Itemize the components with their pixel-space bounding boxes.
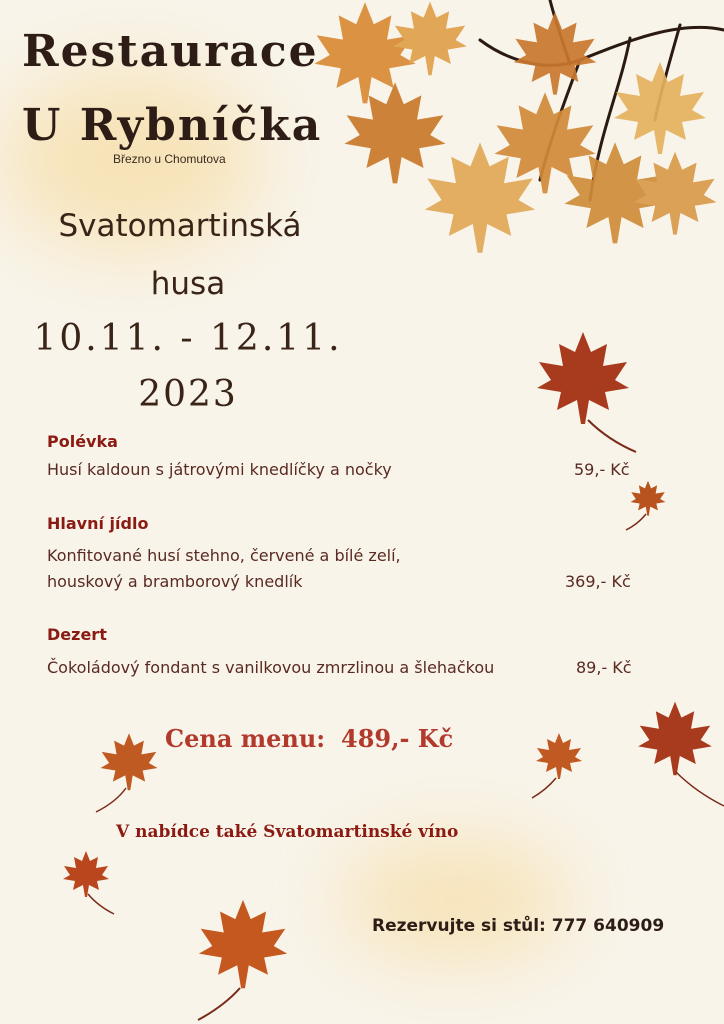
event-title-line2: husa <box>150 266 226 302</box>
restaurant-name-line1: Restaurace <box>22 26 319 77</box>
restaurant-location: Březno u Chomutova <box>113 152 226 166</box>
maple-leaf-icon <box>188 898 300 1022</box>
event-title-line1: Svatomartinská <box>58 208 302 244</box>
main-description-line2: houskový a bramborový knedlík <box>47 572 303 591</box>
maple-leaf-icon <box>630 700 724 810</box>
maple-branch-icon <box>300 0 724 300</box>
maple-leaf-icon <box>528 732 588 800</box>
menu-total-price: 489,- Kč <box>341 724 454 753</box>
category-main: Hlavní jídlo <box>47 514 149 533</box>
maple-leaf-icon <box>620 480 672 532</box>
maple-leaf-icon <box>90 732 166 814</box>
reservation-phone: Rezervujte si stůl: 777 640909 <box>372 916 665 936</box>
background-glow <box>340 840 570 960</box>
main-price: 369,- Kč <box>565 572 631 591</box>
main-description-line1: Konfitované husí stehno, červené a bílé zelí, <box>47 546 401 565</box>
dessert-price: 89,- Kč <box>576 658 632 677</box>
event-year: 2023 <box>138 374 238 415</box>
soup-price: 59,- Kč <box>574 460 630 479</box>
event-dates: 10.11. - 12.11. <box>33 318 343 359</box>
restaurant-name-line2: U Rybníčka <box>22 100 323 151</box>
wine-note: V nabídce také Svatomartinské víno <box>116 822 459 842</box>
maple-leaf-icon <box>528 330 648 455</box>
category-soup: Polévka <box>47 432 118 451</box>
soup-description: Husí kaldoun s játrovými knedlíčky a nočky <box>47 460 392 479</box>
maple-leaf-icon <box>58 850 118 918</box>
category-dessert: Dezert <box>47 625 107 644</box>
dessert-description: Čokoládový fondant s vanilkovou zmrzlinou a šlehačkou <box>47 658 495 677</box>
menu-total-label: Cena menu: <box>165 724 326 753</box>
